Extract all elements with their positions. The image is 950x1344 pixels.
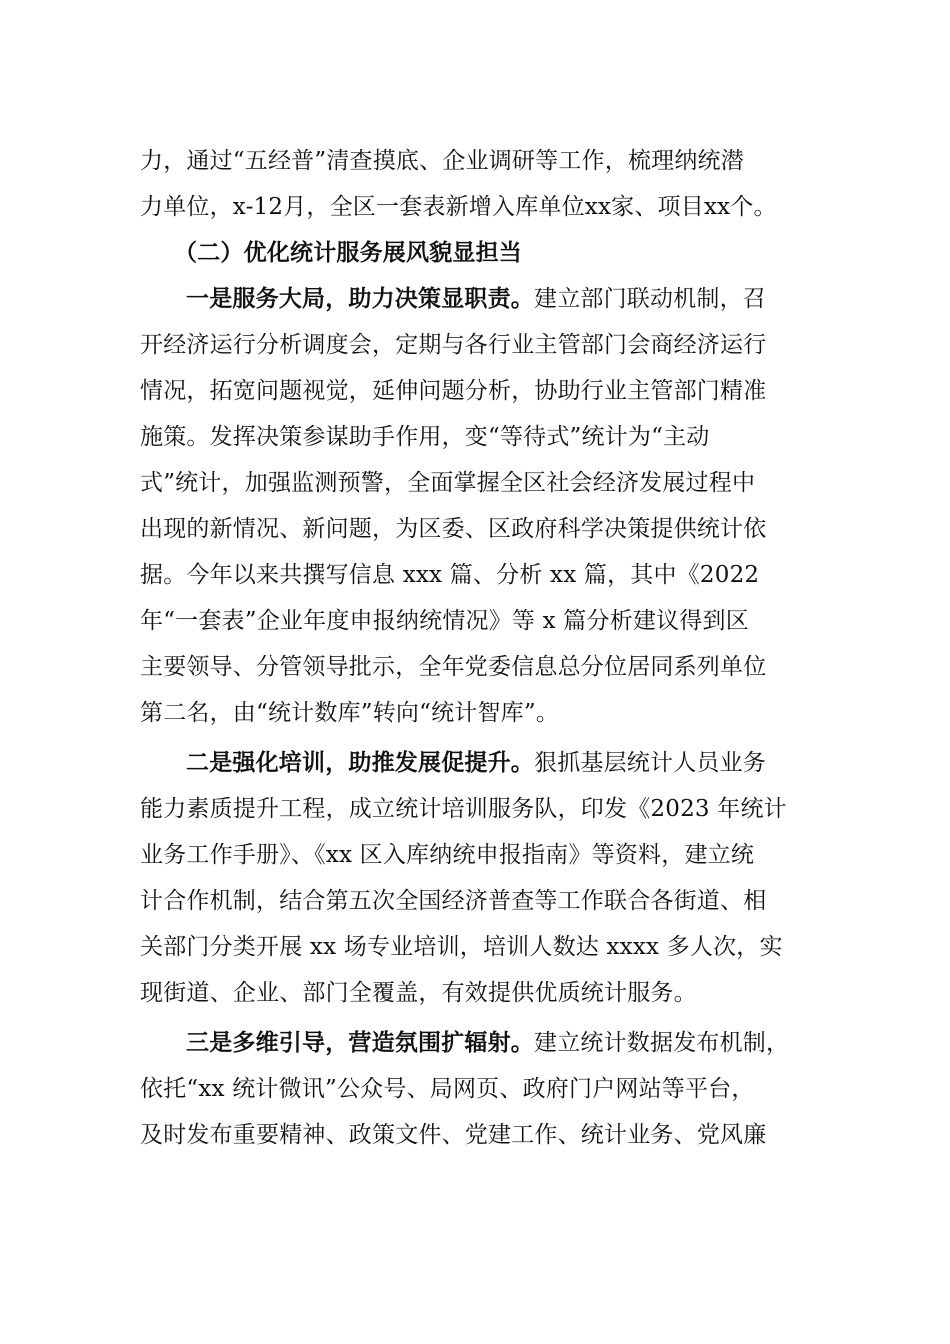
text-line: 出现的新情况、新问题，为区委、区政府科学决策提供统计依 <box>140 516 767 542</box>
text-line: 依托“xx 统计微讯”公众号、局网页、政府门户网站等平台， <box>140 1076 755 1102</box>
paragraph-3 <box>140 1020 830 1158</box>
paragraph-first-line-rest: 建立统计数据发布机制， <box>534 1030 790 1056</box>
text-line: 式”统计，加强监测预警，全面掌握全区社会经济发展过程中 <box>140 470 756 496</box>
text-line: 力，通过“五经普”清查摸底、企业调研等工作，梳理纳统潜 <box>140 148 744 174</box>
text-line: 主要领导、分管领导批示，全年党委信息总分位居同系列单位 <box>140 654 767 680</box>
text-line: 据。今年以来共撰写信息 xxx 篇、分析 xx 篇，其中《2022 <box>140 562 760 588</box>
text-line: 关部门分类开展 xx 场专业培训，培训人数达 xxxx 多人次，实 <box>140 934 783 960</box>
paragraph-first-line-rest: 建立部门联动机制，召 <box>534 286 766 312</box>
section-heading: （二）优化统计服务展风貌显担当 <box>174 239 522 266</box>
paragraph-2 <box>140 740 830 1016</box>
text-line: 力单位，x-12月，全区一套表新增入库单位xx家、项目xx个。 <box>140 194 777 220</box>
text-line: 第二名，由“统计数库”转向“统计智库”。 <box>140 700 560 726</box>
text-line: 施策。发挥决策参谋助手作用，变“等待式”统计为“主动 <box>140 424 710 450</box>
text-line: 年“一套表”企业年度申报纳统情况》等 x 篇分析建议得到区 <box>140 608 749 634</box>
text-line: 现街道、企业、部门全覆盖，有效提供优质统计服务。 <box>140 980 697 1006</box>
text-line: 情况，拓宽问题视觉，延伸问题分析，协助行业主管部门精准 <box>140 378 767 404</box>
paragraph-lead: 一是服务大局，助力决策显职责。 <box>186 285 534 312</box>
paragraph-lead: 三是多维引导，营造氛围扩辐射。 <box>186 1029 534 1056</box>
paragraph-first-line <box>140 1020 830 1066</box>
paragraph-first-line <box>140 740 830 786</box>
text-line: 及时发布重要精神、政策文件、党建工作、统计业务、党风廉 <box>140 1122 767 1148</box>
paragraph-1 <box>140 276 830 736</box>
text-line: 业务工作手册》、《xx 区入库纳统申报指南》等资料，建立统 <box>140 842 755 868</box>
paragraph-first-line <box>140 276 830 322</box>
text-line: 能力素质提升工程，成立统计培训服务队，印发《2023 年统计 <box>140 796 787 822</box>
paragraph-first-line-rest: 狠抓基层统计人员业务 <box>534 750 766 776</box>
text-line: 计合作机制，结合第五次全国经济普查等工作联合各街道、相 <box>140 888 767 914</box>
text-line: 开经济运行分析调度会，定期与各行业主管部门会商经济运行 <box>140 332 767 358</box>
paragraph-lead: 二是强化培训，助推发展促提升。 <box>186 749 534 776</box>
document-body <box>140 138 830 1158</box>
